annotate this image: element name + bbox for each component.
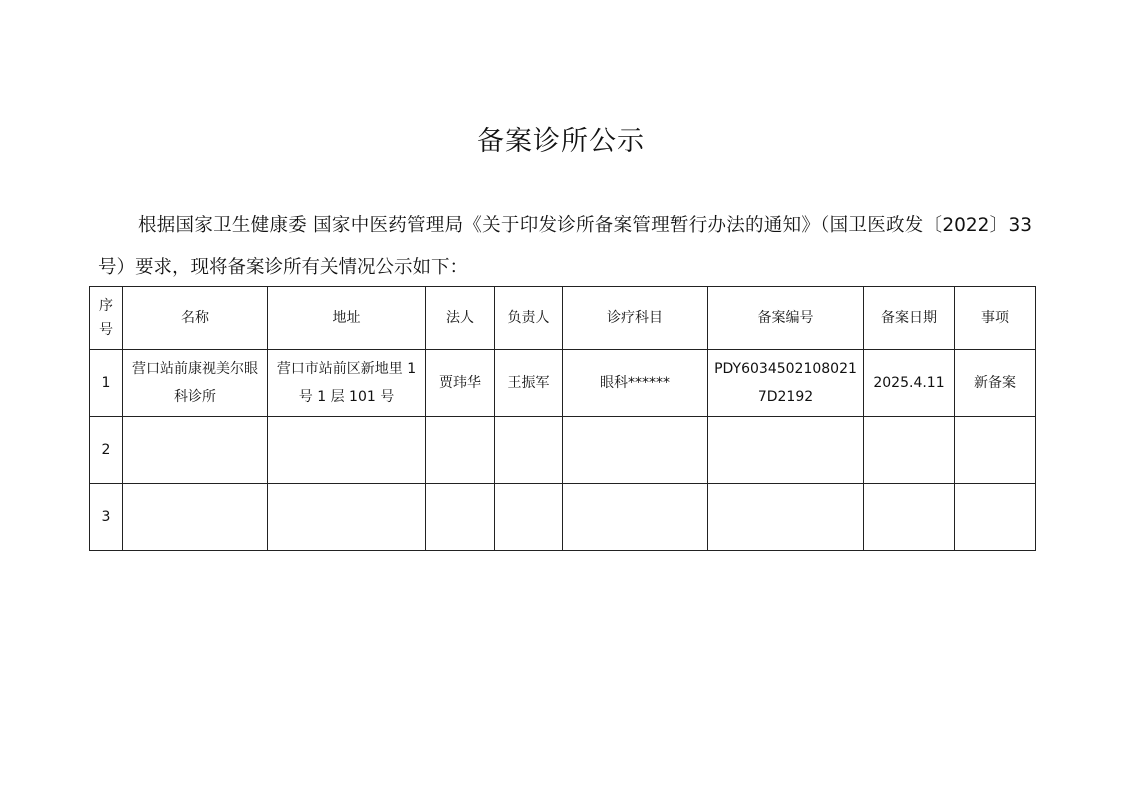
cell-legal-rep: 贾玮华 <box>426 350 495 417</box>
table-row <box>90 417 1036 484</box>
cell-seq: 1 <box>90 350 123 417</box>
table-row <box>90 350 1036 417</box>
cell-name: 营口站前康视美尔眼科诊所 <box>123 350 268 417</box>
cell-address <box>268 417 426 484</box>
page-title: 备案诊所公示 <box>477 126 645 157</box>
cell-record-date: 2025.4.11 <box>864 350 955 417</box>
header-department: 诊疗科目 <box>563 287 708 350</box>
cell-record-no: PDY60345021080217D2192 <box>708 350 864 417</box>
cell-seq: 2 <box>90 417 123 484</box>
header-record-date: 备案日期 <box>864 287 955 350</box>
cell-person-in-charge <box>495 484 563 551</box>
header-item: 事项 <box>955 287 1036 350</box>
cell-name <box>123 417 268 484</box>
header-address: 地址 <box>268 287 426 350</box>
cell-address: 营口市站前区新地里 1 号 1 层 101 号 <box>268 350 426 417</box>
table-header-row <box>90 287 1036 350</box>
cell-record-no <box>708 484 864 551</box>
header-record-no: 备案编号 <box>708 287 864 350</box>
header-seq: 序号 <box>90 287 123 350</box>
header-name: 名称 <box>123 287 268 350</box>
table-row <box>90 484 1036 551</box>
cell-name <box>123 484 268 551</box>
cell-department: 眼科****** <box>563 350 708 417</box>
cell-person-in-charge: 王振军 <box>495 350 563 417</box>
header-person-in-charge: 负责人 <box>495 287 563 350</box>
cell-record-no <box>708 417 864 484</box>
cell-legal-rep <box>426 484 495 551</box>
cell-person-in-charge <box>495 417 563 484</box>
clinic-record-table <box>89 286 1036 551</box>
cell-item: 新备案 <box>955 350 1036 417</box>
intro-paragraph: 根据国家卫生健康委 国家中医药管理局《关于印发诊所备案管理暂行办法的通知》（国卫医政发〔2022〕33 号）要求，现将备案诊所有关情况公示如下： <box>98 215 1032 278</box>
cell-record-date <box>864 417 955 484</box>
cell-item <box>955 417 1036 484</box>
cell-address <box>268 484 426 551</box>
cell-department <box>563 417 708 484</box>
cell-item <box>955 484 1036 551</box>
cell-legal-rep <box>426 417 495 484</box>
cell-seq: 3 <box>90 484 123 551</box>
cell-record-date <box>864 484 955 551</box>
header-legal-rep: 法人 <box>426 287 495 350</box>
cell-department <box>563 484 708 551</box>
